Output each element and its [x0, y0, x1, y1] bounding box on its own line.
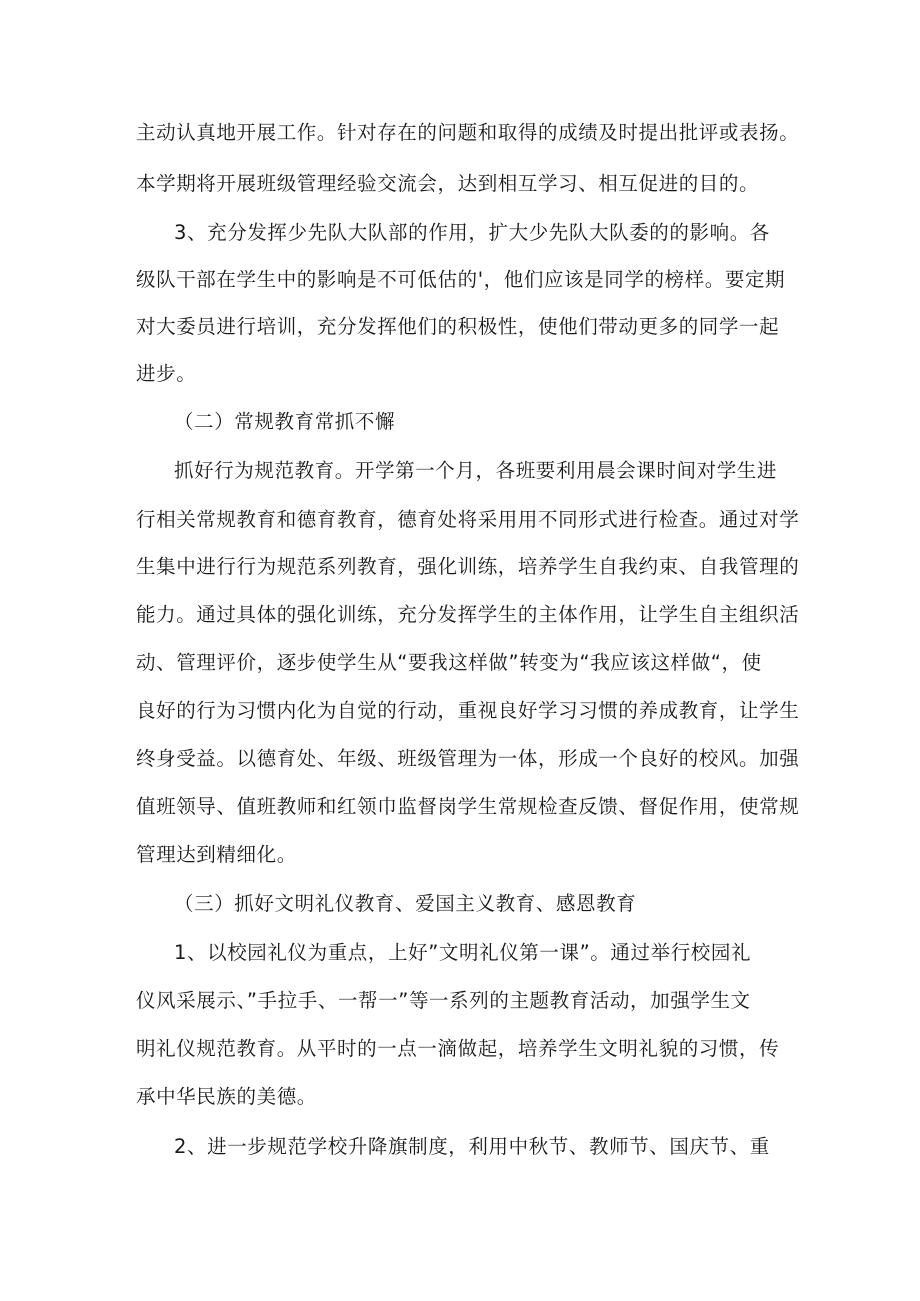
paragraph-line: 对大委员进行培训，充分发挥他们的积极性，使他们带动更多的同学一起	[136, 315, 780, 338]
paragraph-line: 3、充分发挥少先队大队部的作用，扩大少先队大队委的的影响。各	[174, 221, 770, 244]
paragraph-line: 管理达到精细化。	[136, 843, 297, 866]
paragraph-line: 主动认真地开展工作。针对存在的问题和取得的成绩及时提出批评或表扬。	[136, 121, 800, 144]
paragraph-line: 抓好行为规范教育。开学第一个月，各班要利用晨会课时间对学生进	[174, 459, 778, 482]
paragraph-line: 行相关常规教育和德育教育，德育处将采用用不同形式进行检查。通过对学	[136, 508, 800, 531]
paragraph-line: 能力。通过具体的强化训练，充分发挥学生的主体作用，让学生自主组织活	[136, 603, 800, 626]
section-heading: （二）常规教育常抓不懈	[174, 410, 396, 433]
paragraph-line: 明礼仪规范教育。从平时的一点一滴做起，培养学生文明礼貌的习惯，传	[136, 1037, 780, 1060]
paragraph-line: 承中华民族的美德。	[136, 1085, 317, 1108]
paragraph-line: 本学期将开展班级管理经验交流会，达到相互学习、相互促进的目的。	[136, 172, 760, 195]
paragraph-line: 1、以校园礼仪为重点，上好”文明礼仪第一课”。通过举行校园礼	[174, 941, 752, 964]
paragraph-line: 动、管理评价，逐步使学生从“要我这样做”转变为“我应该这样做“，使	[136, 651, 762, 674]
paragraph-line: 值班领导、值班教师和红领巾监督岗学生常规检查反馈、督促作用，使常规	[136, 795, 800, 818]
paragraph-line: 终身受益。以德育处、年级、班级管理为一体，形成一个良好的校风。加强	[136, 747, 800, 770]
section-heading: （三）抓好文明礼仪教育、爱国主义教育、感恩教育	[174, 892, 637, 915]
paragraph-line: 2、进一步规范学校升降旗制度，利用中秋节、教师节、国庆节、重	[174, 1135, 770, 1158]
paragraph-line: 级队干部在学生中的影响是不可低估的'，他们应该是同学的榜样。要定期	[136, 268, 786, 291]
paragraph-line: 仪风采展示、”手拉手、一帮一”等一系列的主题教育活动，加强学生文	[136, 989, 751, 1012]
paragraph-line: 进步。	[136, 362, 197, 385]
paragraph-line: 生集中进行行为规范系列教育，强化训练，培养学生自我约束、自我管理的	[136, 555, 800, 578]
paragraph-line: 良好的行为习惯内化为自觉的行动，重视良好学习习惯的养成教育，让学生	[136, 699, 800, 722]
